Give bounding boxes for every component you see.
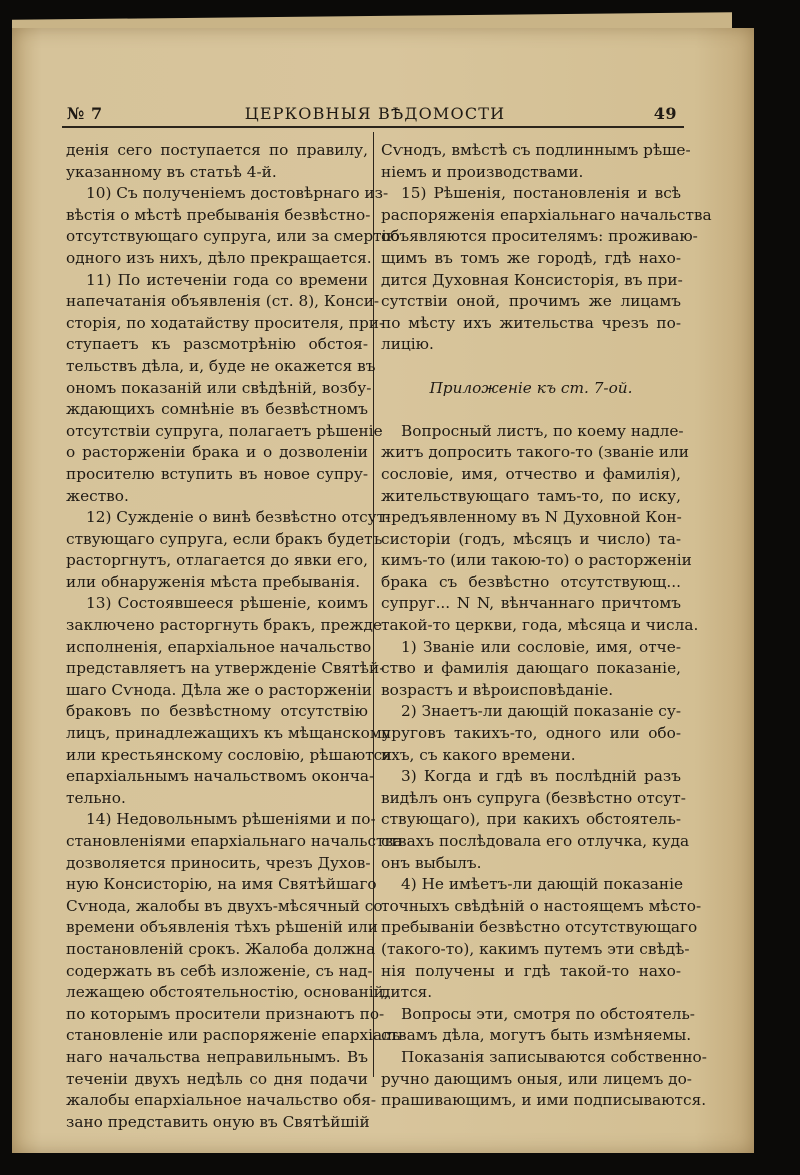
text-line: 11) По истеченіи года со времени <box>86 270 368 289</box>
text-line: Сѵнодъ, вмѣстѣ съ подлиннымъ рѣше- <box>381 141 691 159</box>
text-line: времени объявленія тѣхъ рѣшеній или <box>66 918 378 937</box>
text-line: содержать въ себѣ изложеніе, съ над- <box>66 961 373 980</box>
text-line: жалобы епархіальное начальство обя- <box>66 1091 377 1110</box>
text-line: исполненія, епархіальное начальство <box>66 637 372 656</box>
text-line: 14) Недовольнымъ рѣшеніями и по- <box>86 810 376 829</box>
right-column <box>381 140 712 1112</box>
text-line: 10) Съ полученіемъ достовѣрнаго из- <box>86 184 389 203</box>
text-line: епархіальнымъ начальствомъ оконча- <box>66 767 375 786</box>
text-line: 15) Рѣшенія, постановленія и всѣ <box>401 184 681 203</box>
text-line: дится Духовная Консисторія, въ при- <box>381 270 683 289</box>
text-line: ствующаго), при какихъ обстоятель- <box>381 810 681 829</box>
text-line: прашивающимъ, и ими подписываются. <box>381 1091 707 1110</box>
text-line: (такого-то), какимъ путемъ эти свѣдѣ- <box>381 939 690 958</box>
text-line: 3) Когда и гдѣ въ послѣдній разъ <box>401 767 681 786</box>
text-line: становленіе или распоряженіе епархіаль- <box>66 1026 406 1045</box>
blank-line <box>381 399 681 421</box>
text-line: возрастъ и вѣроисповѣданіе. <box>381 680 614 699</box>
text-line: вѣстія о мѣстѣ пребыванія безвѣстно- <box>66 205 371 224</box>
text-line: напечатанія объявленія (ст. 8), Конси- <box>66 292 380 311</box>
text-line: ствамъ дѣла, могутъ быть измѣняемы. <box>381 1026 692 1045</box>
text-line: ихъ, съ какого времени. <box>381 745 576 764</box>
text-line: точныхъ свѣдѣній о настоящемъ мѣсто- <box>381 896 702 915</box>
text-line: 13) Состоявшееся рѣшеніе, коимъ <box>86 594 368 613</box>
text-line: видѣлъ онъ супруга (безвѣстно отсут- <box>381 788 686 807</box>
publication-title: ЦЕРКОВНЫЯ ВѢДОМОСТИ <box>244 104 506 123</box>
text-line: постановленій срокъ. Жалоба должна <box>66 939 376 958</box>
page-number: 49 <box>653 104 677 123</box>
text-line: Вопросный листъ, по коему надле- <box>401 421 684 440</box>
text-line: отсутствующаго супруга, или за смертію <box>66 227 400 246</box>
text-line: пребываніи безвѣстно отсутствующаго <box>381 918 698 937</box>
issue-number: № 7 <box>67 104 103 123</box>
text-line: жительствующаго тамъ-то, по иску, <box>381 486 681 505</box>
text-line: лежащею обстоятельностію, основаній, <box>66 983 389 1002</box>
text-line: по которымъ просители признаютъ по- <box>66 1004 385 1023</box>
text-line: Сѵнода, жалобы въ двухъ-мѣсячный со <box>66 896 383 915</box>
text-line: 2) Знаетъ-ли дающій показаніе су- <box>401 702 681 721</box>
text-line: шаго Сѵнода. Дѣла же о расторженіи <box>66 680 372 699</box>
text-line: или крестьянскому сословію, рѣшаются <box>66 745 392 764</box>
text-line: дозволяется приносить, чрезъ Духов- <box>66 853 371 872</box>
text-line: ждающихъ сомнѣніе въ безвѣстномъ <box>66 400 368 419</box>
text-line: житъ допросить такого-то (званіе или <box>381 443 689 462</box>
left-column <box>66 140 406 1133</box>
text-line: тельно. <box>66 788 126 807</box>
text-line: Показанія записываются собственно- <box>401 1047 707 1066</box>
text-line: кимъ-то (или такою-то) о расторженіи <box>381 551 692 570</box>
text-line: или обнаруженія мѣста пребыванія. <box>66 572 361 591</box>
text-line: зано представить оную въ Святѣйшій <box>66 1112 370 1131</box>
text-line: одного изъ нихъ, дѣло прекращается. <box>66 248 372 267</box>
text-line: 1) Званіе или сословіе, имя, отче- <box>401 637 681 656</box>
text-line: просителю вступить въ новое супру- <box>66 464 368 483</box>
blank-line <box>381 356 681 378</box>
text-line: лицію. <box>381 335 434 354</box>
text-line: теченіи двухъ недѣль со дня подачи <box>66 1069 368 1088</box>
header-rule <box>62 126 684 128</box>
text-line: становленіями епархіальнаго начальства <box>66 832 403 850</box>
text-line: сословіе, имя, отчество и фамилія), <box>381 464 681 483</box>
text-line: отсутствіи супруга, полагаетъ рѣшеніе <box>66 421 383 440</box>
text-line: супруг... N N, вѣнчаннаго причтомъ <box>381 594 681 613</box>
text-line: тельствъ дѣла, и, буде не окажется въ <box>66 356 376 375</box>
text-line: указанному въ статьѣ 4-й. <box>66 162 277 181</box>
text-line: 4) Не имѣетъ-ли дающій показаніе <box>401 875 684 894</box>
text-line: объявляются просителямъ: проживаю- <box>381 227 698 246</box>
text-line: Вопросы эти, смотря по обстоятель- <box>401 1004 695 1023</box>
text-line: предъявленному въ N Духовной Кон- <box>381 508 682 527</box>
text-line: пруговъ такихъ-то, одного или обо- <box>381 724 681 743</box>
text-line: дится. <box>381 983 433 1002</box>
text-line: ручно дающимъ оныя, или лицемъ до- <box>381 1069 692 1088</box>
text-line: такой-то церкви, года, мѣсяца и числа. <box>381 616 699 635</box>
text-line: ніемъ и производствами. <box>381 162 584 181</box>
text-line: сутствіи оной, прочимъ же лицамъ <box>381 292 681 311</box>
text-line: лицъ, принадлежащихъ къ мѣщанскому <box>66 724 391 743</box>
text-line: по мѣсту ихъ жительства чрезъ по- <box>381 313 681 332</box>
section-heading: Приложеніе къ ст. 7-ой. <box>429 378 633 397</box>
text-line: жество. <box>66 486 129 505</box>
text-line: ствующаго супруга, если бракъ будетъ <box>66 529 383 548</box>
text-line: представляетъ на утвержденіе Святѣй- <box>66 659 385 678</box>
text-line: ономъ показаній или свѣдѣній, возбу- <box>66 378 372 397</box>
text-line: ступаетъ къ разсмотрѣнію обстоя- <box>66 335 368 354</box>
page-header <box>67 102 683 126</box>
text-line: 12) Сужденіе о винѣ безвѣстно отсут- <box>86 508 391 527</box>
text-line: онъ выбылъ. <box>381 853 482 872</box>
text-line: наго начальства неправильнымъ. Въ <box>66 1047 368 1066</box>
text-line: расторгнутъ, отлагается до явки его, <box>66 551 368 570</box>
text-line: систоріи (годъ, мѣсяцъ и число) та- <box>381 529 681 548</box>
text-line: сторія, по ходатайству просителя, при- <box>66 313 385 332</box>
text-line: щимъ въ томъ же городѣ, гдѣ нахо- <box>381 248 681 267</box>
text-line: браковъ по безвѣстному отсутствію <box>66 702 368 721</box>
text-line: ство и фамилія дающаго показаніе, <box>381 659 681 678</box>
text-line: заключено расторгнуть бракъ, прежде <box>66 616 383 635</box>
text-line: распоряженія епархіальнаго начальства <box>381 205 712 224</box>
text-line: нія получены и гдѣ такой-то нахо- <box>381 961 681 980</box>
text-line: брака съ безвѣстно отсутствующ... <box>381 572 681 591</box>
text-line: денія сего поступается по правилу, <box>66 141 368 159</box>
text-line: ствахъ послѣдовала его отлучка, куда <box>381 832 690 850</box>
text-line: о расторженіи брака и о дозволеніи <box>66 443 368 462</box>
text-line: ную Консисторію, на имя Святѣйшаго <box>66 875 377 894</box>
